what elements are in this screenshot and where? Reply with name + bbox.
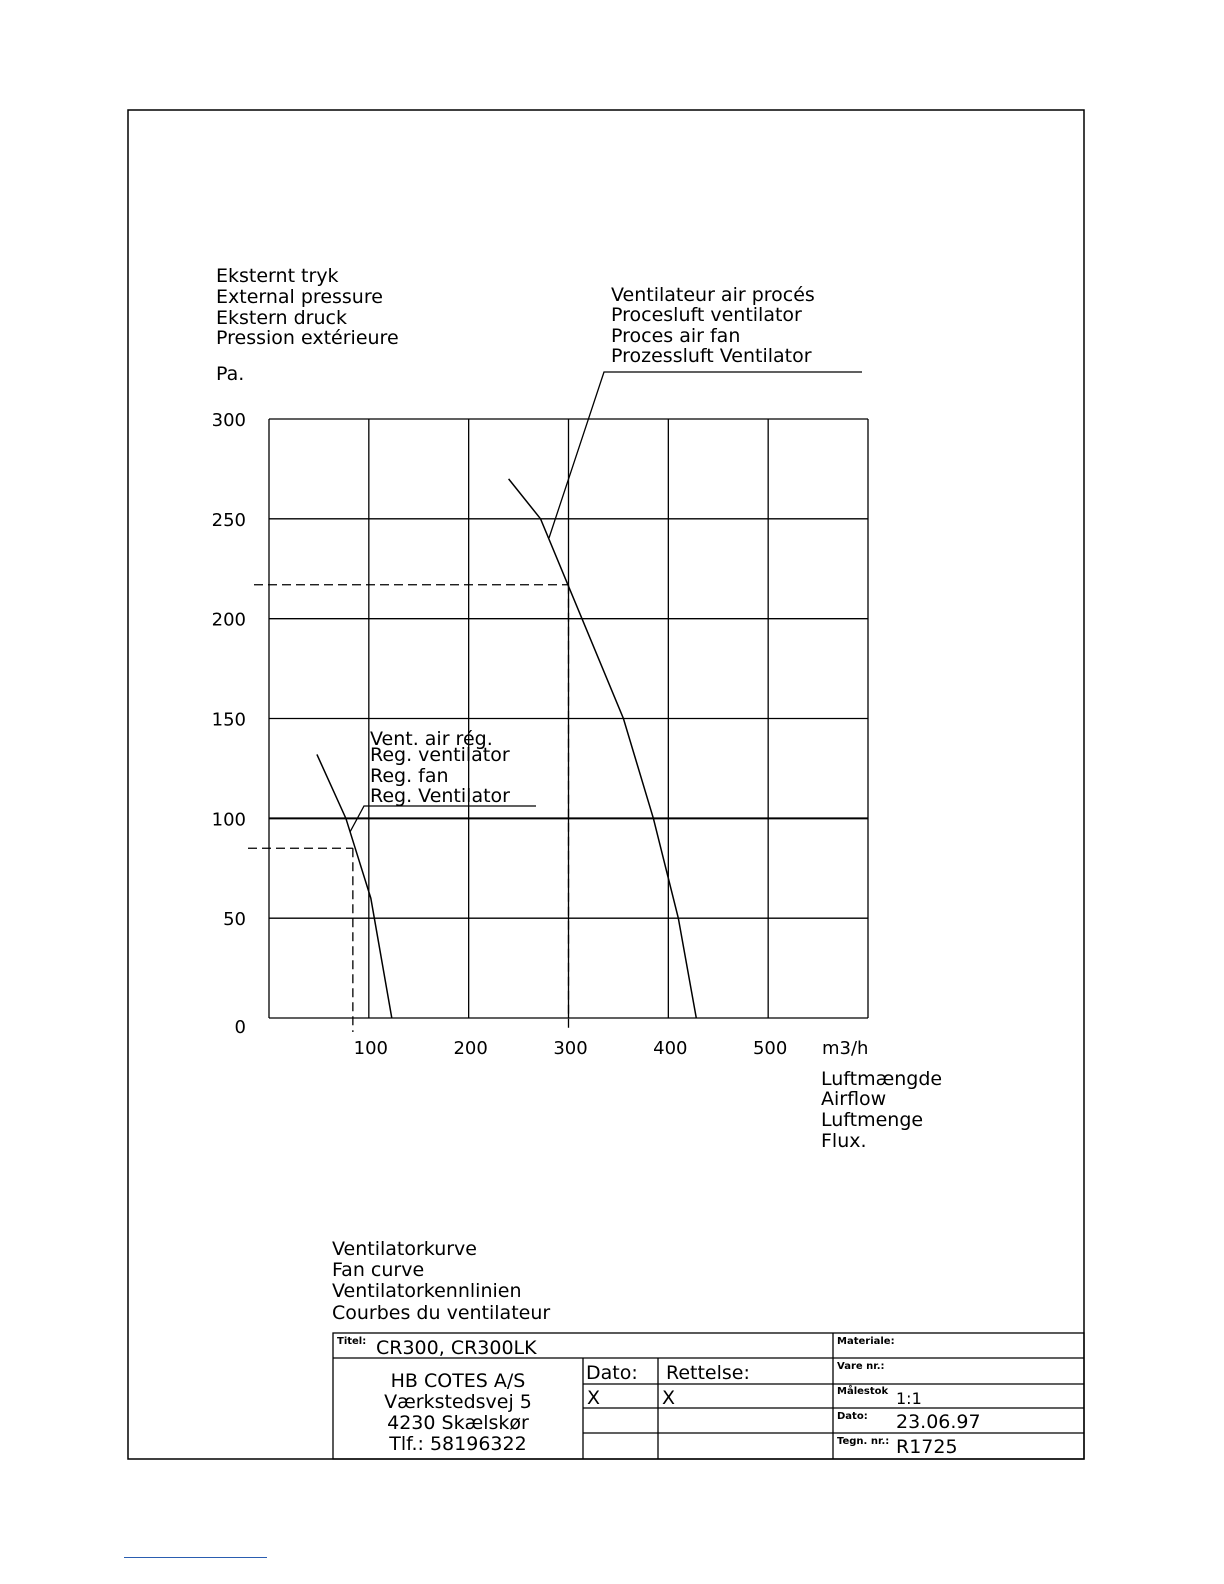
company-street: Værkstedsvej 5	[384, 1391, 532, 1413]
y-axis-unit: Pa.	[216, 363, 245, 385]
process-fan-label	[549, 284, 862, 538]
y-tick-label: 300	[211, 410, 246, 431]
y-axis-label-da: Eksternt tryk	[216, 265, 339, 287]
y-tick-label: 200	[211, 609, 246, 631]
vare-label: Vare nr.:	[837, 1361, 885, 1372]
fan-curve-chart	[212, 410, 869, 1059]
heading-en: Fan curve	[332, 1259, 425, 1281]
title-block-text	[337, 1336, 981, 1458]
y-tick-label: 150	[211, 709, 246, 731]
materiale-label: Materiale:	[837, 1336, 895, 1347]
dato-value: 23.06.97	[896, 1411, 981, 1433]
reg-fan-label-en: Reg. fan	[370, 765, 449, 787]
reg-fan-label	[350, 728, 536, 832]
x-axis-label-en: Airflow	[821, 1088, 887, 1110]
heading-da: Ventilatorkurve	[332, 1238, 477, 1260]
dato-label: Dato:	[837, 1411, 868, 1422]
y-tick-label: 250	[211, 509, 246, 531]
x-tick-label: 300	[553, 1038, 588, 1059]
reg-fan-label-da: Reg. ventilator	[370, 744, 510, 766]
y-tick-label: 100	[211, 809, 246, 831]
tegn-value: R1725	[896, 1436, 958, 1458]
y-tick-label: 0	[234, 1017, 246, 1038]
process-fan-leader-line	[549, 372, 862, 538]
y-axis-label-en: External pressure	[216, 286, 383, 308]
heading-fr: Courbes du ventilateur	[332, 1302, 551, 1324]
y-tick-label: 50	[223, 909, 246, 931]
titel-value: CR300, CR300LK	[376, 1337, 537, 1359]
rev-rettelse-header: Rettelse:	[666, 1362, 750, 1384]
drawing-heading	[332, 1238, 550, 1324]
reg-fan-label-de: Reg. Ventilator	[370, 785, 510, 807]
x-axis-description	[821, 1068, 942, 1152]
x-tick-label: 200	[453, 1038, 488, 1059]
company-phone: Tlf.: 58196322	[389, 1433, 527, 1455]
tegn-label: Tegn. nr.:	[837, 1436, 890, 1447]
titel-label: Titel:	[337, 1336, 367, 1347]
company-name: HB COTES A/S	[390, 1370, 526, 1392]
process-fan-label-en: Proces air fan	[611, 325, 741, 347]
rev-rettelse-value: X	[662, 1387, 676, 1409]
x-tick-label: 400	[653, 1038, 688, 1059]
x-axis-label-de: Luftmenge	[821, 1109, 924, 1131]
y-axis-label-fr: Pression extérieure	[216, 327, 399, 349]
y-axis-label-de: Ekstern druck	[216, 307, 347, 329]
x-tick-label: 500	[752, 1038, 788, 1059]
x-axis-label-fr: Flux.	[821, 1130, 867, 1152]
footer-line	[124, 1557, 267, 1558]
x-tick-label: 100	[353, 1038, 389, 1059]
process-fan-label-fr: Ventilateur air procés	[611, 284, 815, 306]
company-city: 4230 Skælskør	[387, 1412, 529, 1434]
rev-dato-value: X	[587, 1387, 601, 1409]
malestok-value: 1:1	[896, 1389, 922, 1408]
heading-de: Ventilatorkennlinien	[332, 1280, 522, 1302]
malestok-label: Målestok	[837, 1386, 889, 1397]
x-axis-unit: m3/h	[822, 1038, 869, 1059]
reg-fan-label-fr: Vent. air rég.	[370, 728, 493, 750]
process-fan-label-de: Prozessluft Ventilator	[611, 345, 812, 367]
rev-dato-header: Dato:	[586, 1362, 638, 1384]
x-axis-label-da: Luftmængde	[821, 1068, 943, 1090]
process-fan-label-da: Procesluft ventilator	[611, 304, 802, 326]
y-axis-heading	[216, 265, 399, 385]
